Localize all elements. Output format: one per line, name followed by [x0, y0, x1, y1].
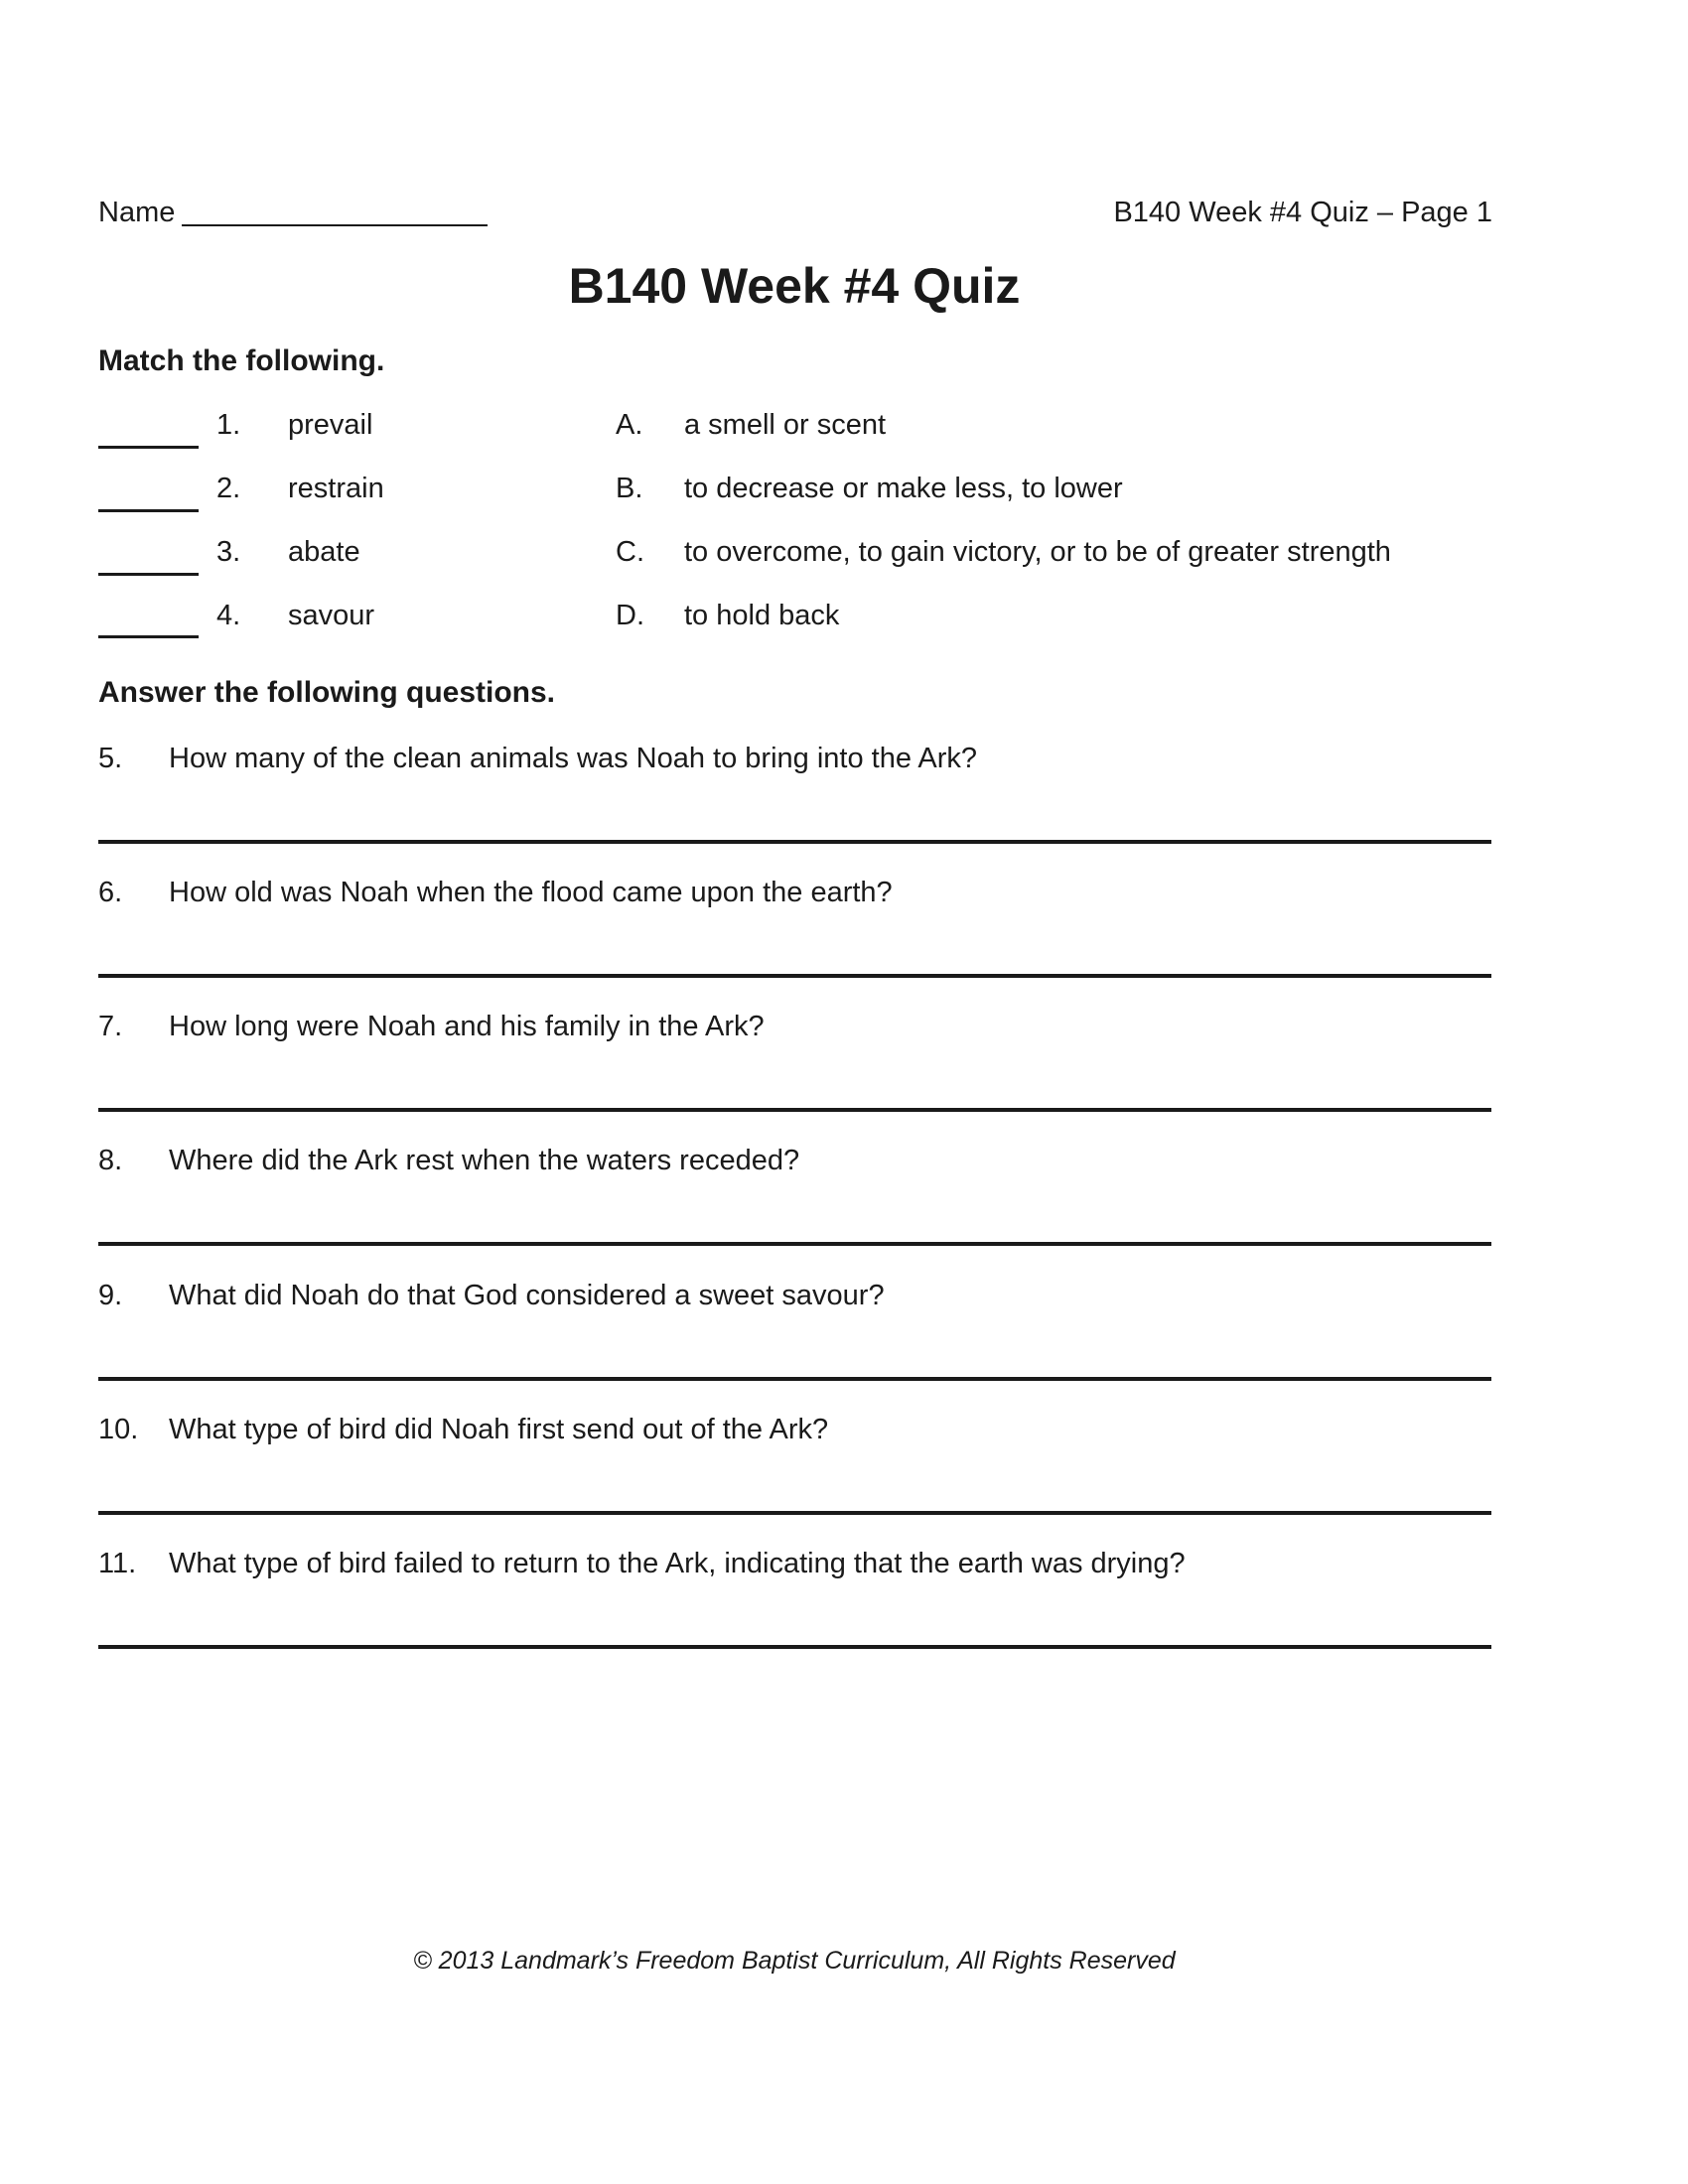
- match-blank-4[interactable]: [98, 635, 199, 638]
- match-letter-b: B.: [616, 473, 643, 504]
- question-number-8: 8.: [98, 1145, 123, 1176]
- match-letter-d: D.: [616, 600, 644, 631]
- answer-line-7[interactable]: [98, 1108, 1491, 1112]
- question-text-11: What type of bird failed to return to the Ark, indicating that the earth was drying?: [169, 1548, 1186, 1579]
- question-number-5: 5.: [98, 743, 123, 774]
- question-text-5: How many of the clean animals was Noah to bring into the Ark?: [169, 743, 978, 774]
- match-number-2: 2.: [216, 473, 241, 504]
- match-term-4: savour: [288, 600, 375, 631]
- match-blank-3[interactable]: [98, 573, 199, 576]
- question-text-6: How old was Noah when the flood came upon the earth?: [169, 877, 893, 908]
- question-number-11: 11.: [98, 1548, 137, 1579]
- question-text-8: Where did the Ark rest when the waters receded?: [169, 1145, 800, 1176]
- match-letter-a: A.: [616, 409, 643, 441]
- name-label: Name: [98, 197, 176, 228]
- questions-heading: Answer the following questions.: [98, 676, 556, 709]
- question-number-7: 7.: [98, 1011, 123, 1042]
- match-term-3: abate: [288, 536, 360, 568]
- match-blank-2[interactable]: [98, 509, 199, 512]
- match-number-1: 1.: [216, 409, 241, 441]
- matching-heading: Match the following.: [98, 344, 385, 377]
- answer-line-9[interactable]: [98, 1377, 1491, 1381]
- match-number-4: 4.: [216, 600, 241, 631]
- question-number-10: 10.: [98, 1414, 139, 1445]
- answer-line-5[interactable]: [98, 840, 1491, 844]
- match-definition-c: to overcome, to gain victory, or to be of greater strength: [684, 536, 1391, 568]
- answer-line-10[interactable]: [98, 1511, 1491, 1515]
- match-definition-a: a smell or scent: [684, 409, 887, 441]
- page-title: B140 Week #4 Quiz: [568, 258, 1021, 314]
- question-text-7: How long were Noah and his family in the Ark?: [169, 1011, 765, 1042]
- match-definition-b: to decrease or make less, to lower: [684, 473, 1123, 504]
- answer-line-8[interactable]: [98, 1242, 1491, 1246]
- answer-line-11[interactable]: [98, 1645, 1491, 1649]
- match-term-1: prevail: [288, 409, 373, 441]
- match-term-2: restrain: [288, 473, 384, 504]
- name-blank-line[interactable]: [182, 224, 488, 226]
- match-blank-1[interactable]: [98, 446, 199, 449]
- question-number-6: 6.: [98, 877, 123, 908]
- answer-line-6[interactable]: [98, 974, 1491, 978]
- match-letter-c: C.: [616, 536, 644, 568]
- match-definition-d: to hold back: [684, 600, 840, 631]
- question-text-9: What did Noah do that God considered a sweet savour?: [169, 1280, 885, 1311]
- match-number-3: 3.: [216, 536, 241, 568]
- page-reference: B140 Week #4 Quiz – Page 1: [1113, 197, 1492, 228]
- question-text-10: What type of bird did Noah first send out of the Ark?: [169, 1414, 829, 1445]
- copyright-footer: © 2013 Landmark’s Freedom Baptist Curriculum, All Rights Reserved: [413, 1947, 1176, 1975]
- question-number-9: 9.: [98, 1280, 123, 1311]
